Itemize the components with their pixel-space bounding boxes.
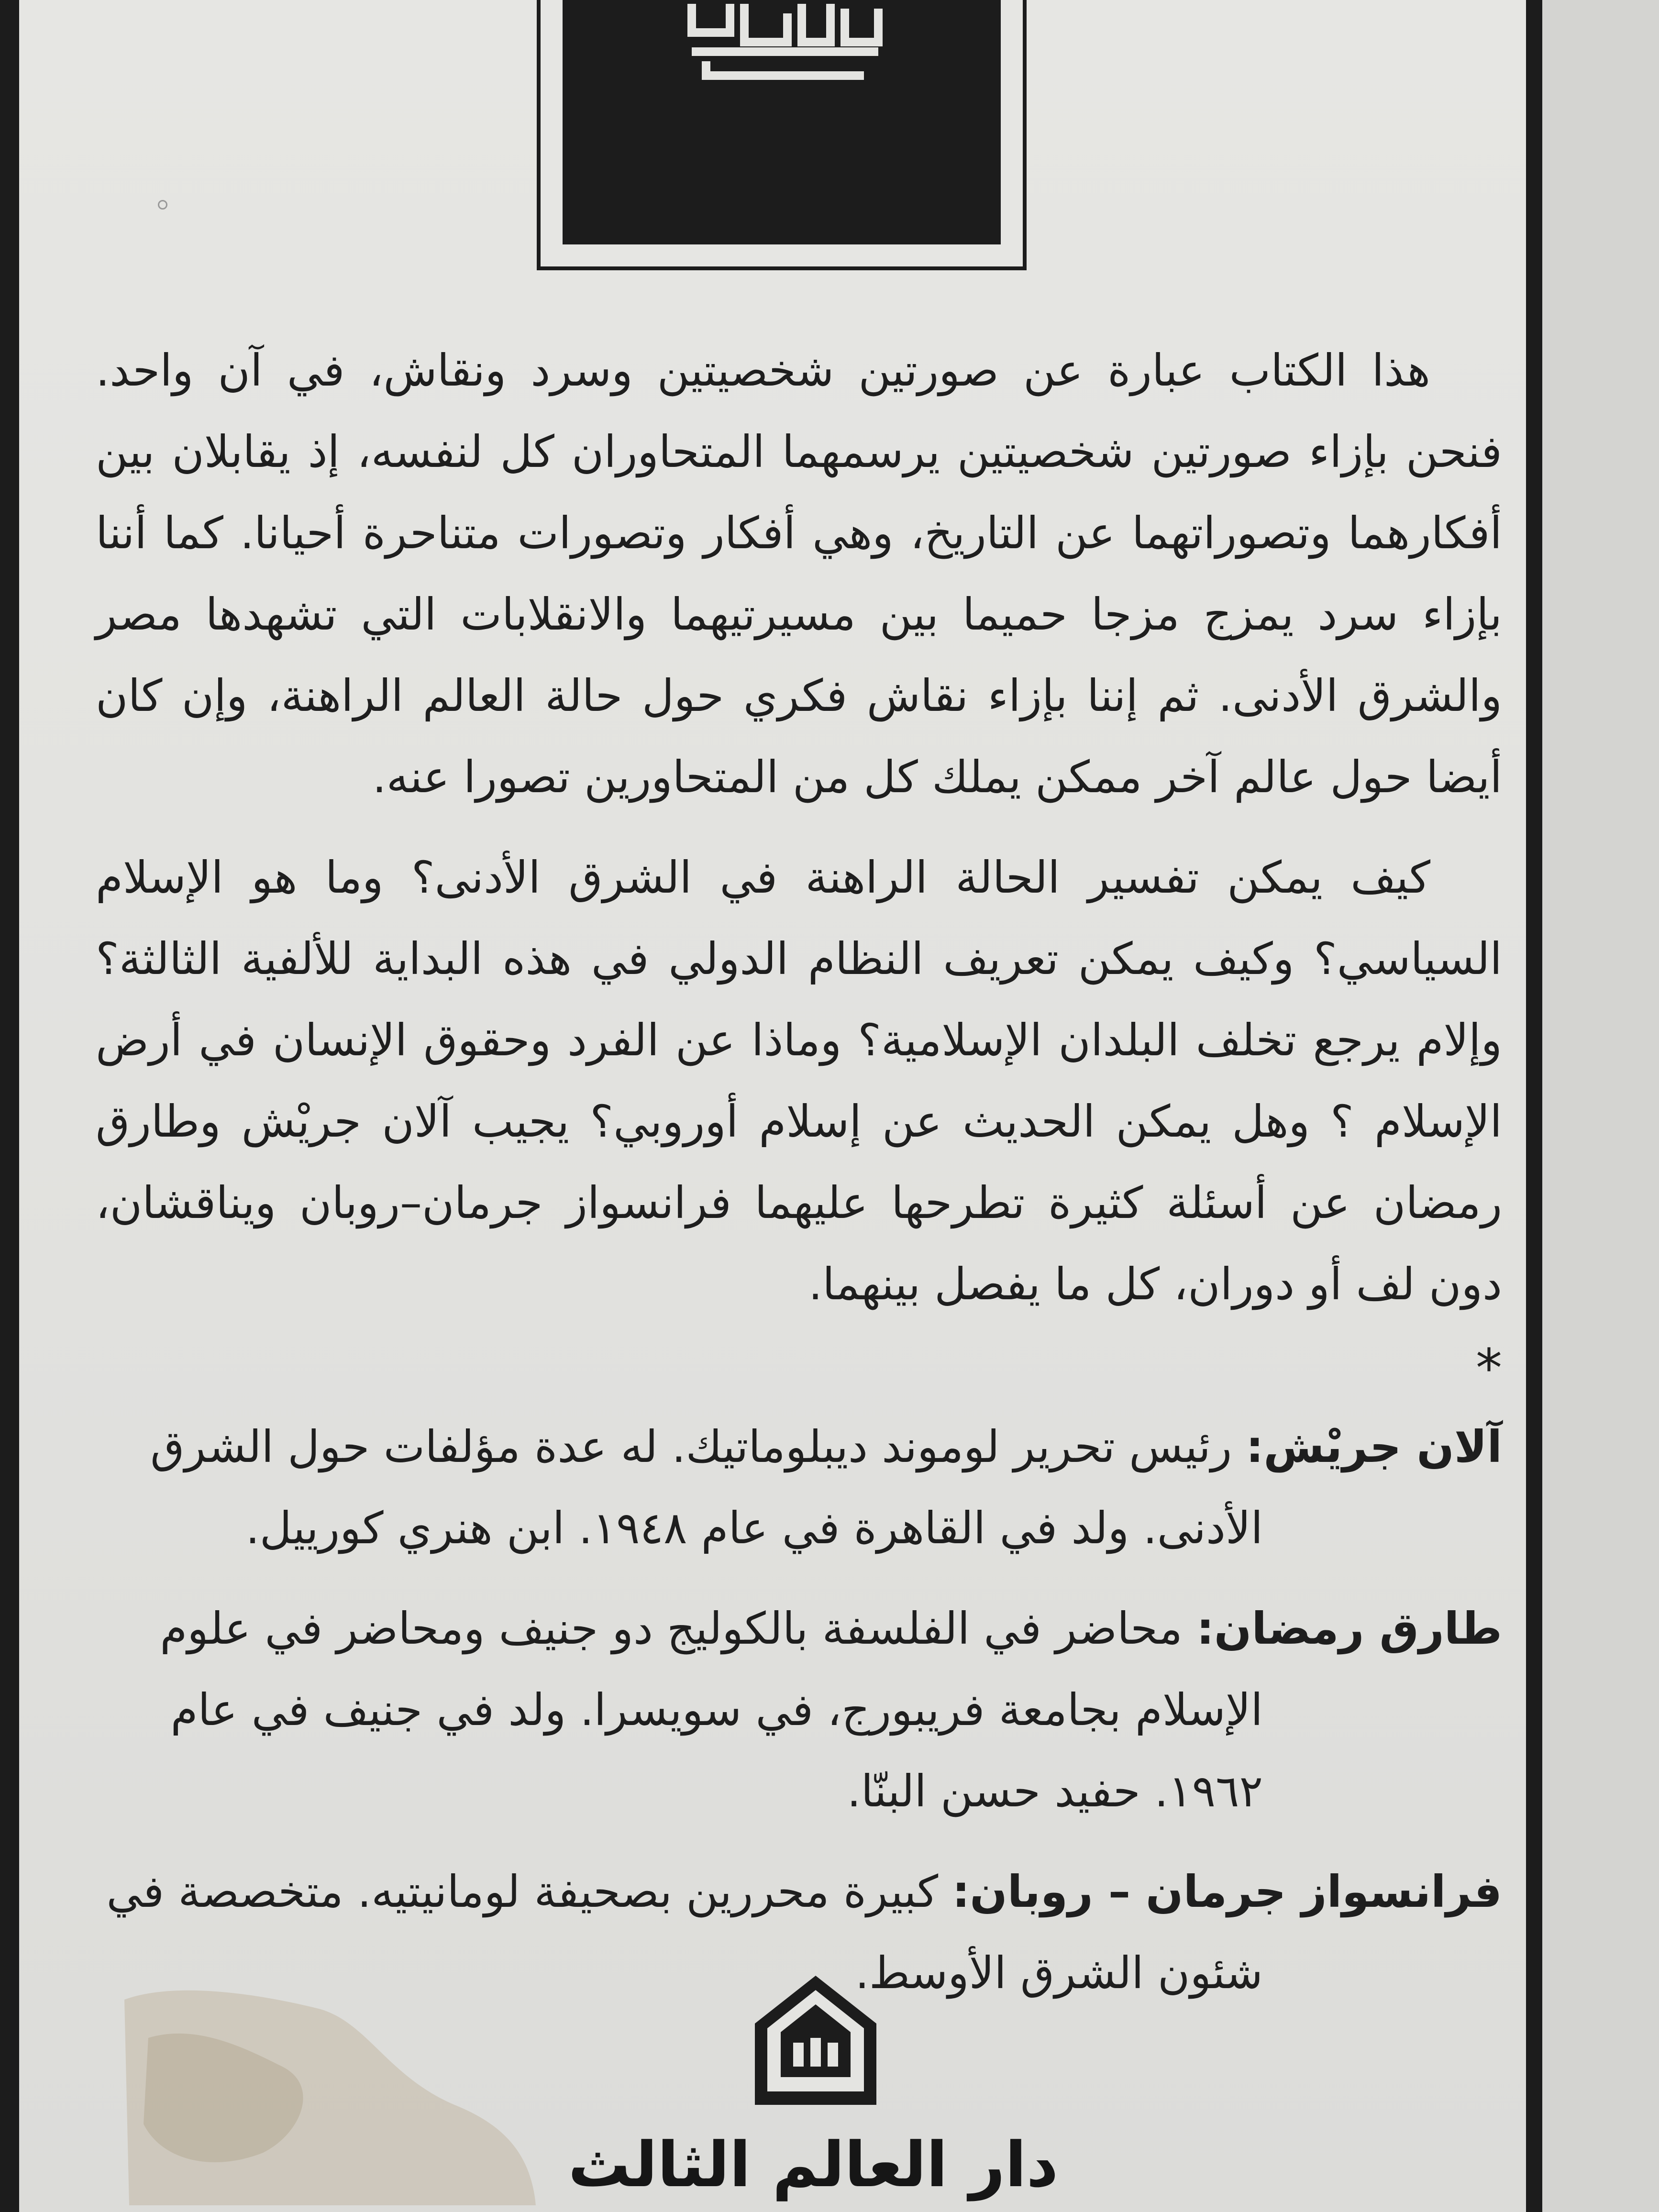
- author-description: كبيرة محررين بصحيفة لومانيتيه. متخصصة في: [106, 1866, 939, 1917]
- kufic-calligraphy-icon: [563, 0, 1008, 243]
- publisher-logo-icon: [751, 1971, 880, 2110]
- author-name: فرانسواز جرمان – روبان:: [952, 1866, 1502, 1917]
- publisher-name: دار العالم الثالث: [568, 2128, 1059, 2201]
- author-description: محاضر في الفلسفة بالكوليج دو جنيف ومحاضر في علوم: [160, 1603, 1183, 1654]
- author-name: آلان جريْش:: [1246, 1421, 1502, 1472]
- section-separator: *: [1476, 1338, 1502, 1399]
- emblem-panel: [563, 0, 1001, 244]
- author-name: طارق رمضان:: [1196, 1603, 1502, 1654]
- blurb: [96, 330, 1502, 2033]
- author-description-continued: شئون الشرق الأوسط.: [855, 1947, 1263, 1999]
- blurb-paragraph: هذا الكتاب عبارة عن صورتين شخصيتين وسرد ونقاش، في آن واحد. فنحن بإزاء صورتين شخصيتين يرسمهما المتحاوران كل لنفسه، إذ يقابلان بين أفكارهما وتصوراتهما عن التاريخ، وهي أفكار وتصورات متناحرة أحيانا. كما أننا بإزاء سرد يمزج مزجا حميما بين مسيرتيهما والانقلابات التي تشهدها مصر والشرق الأدنى. ثم إننا بإزاء نقاش فكري حول حالة العالم الراهنة، وإن كان أيضا حول عالم آخر ممكن يملك كل من المتحاورين تصورا عنه.: [96, 345, 1502, 803]
- author-description-continued: الإسلام بجامعة فريبورج، في سويسرا. ولد في جنيف في عام ١٩٦٢. حفيد حسن البنّا.: [170, 1684, 1263, 1817]
- paper-mark: [158, 200, 167, 210]
- calligraphic-emblem: [537, 0, 1027, 270]
- author-bio: [96, 1406, 1502, 1569]
- right-border-rule: [1526, 0, 1542, 2212]
- author-description: رئيس تحرير لوموند ديبلوماتيك. له عدة مؤلفات حول الشرق: [150, 1421, 1232, 1472]
- author-bio: [96, 1588, 1502, 1832]
- page-margin-strip: [1542, 0, 1659, 2212]
- author-description-continued: الأدنى. ولد في القاهرة في عام ١٩٤٨. ابن هنري كورييل.: [245, 1503, 1263, 1554]
- left-border-rule: [0, 0, 19, 2212]
- paper-stain: [120, 1980, 541, 2210]
- blurb-paragraph: كيف يمكن تفسير الحالة الراهنة في الشرق الأدنى؟ وما هو الإسلام السياسي؟ وكيف يمكن تعريف النظام الدولي في هذه البداية للألفية الثالثة؟ وإلام يرجع تخلف البلدان الإسلامية؟ وماذا عن الفرد وحقوق الإنسان في أرض الإسلام ؟ وهل يمكن الحديث عن إسلام أوروبي؟ يجيب آلان جريْش وطارق رمضان عن أسئلة كثيرة تطرحها عليهما فرانسواز جرمان–روبان ويناقشان، دون لف أو دوران، كل ما يفصل بينهما.: [96, 852, 1502, 1310]
